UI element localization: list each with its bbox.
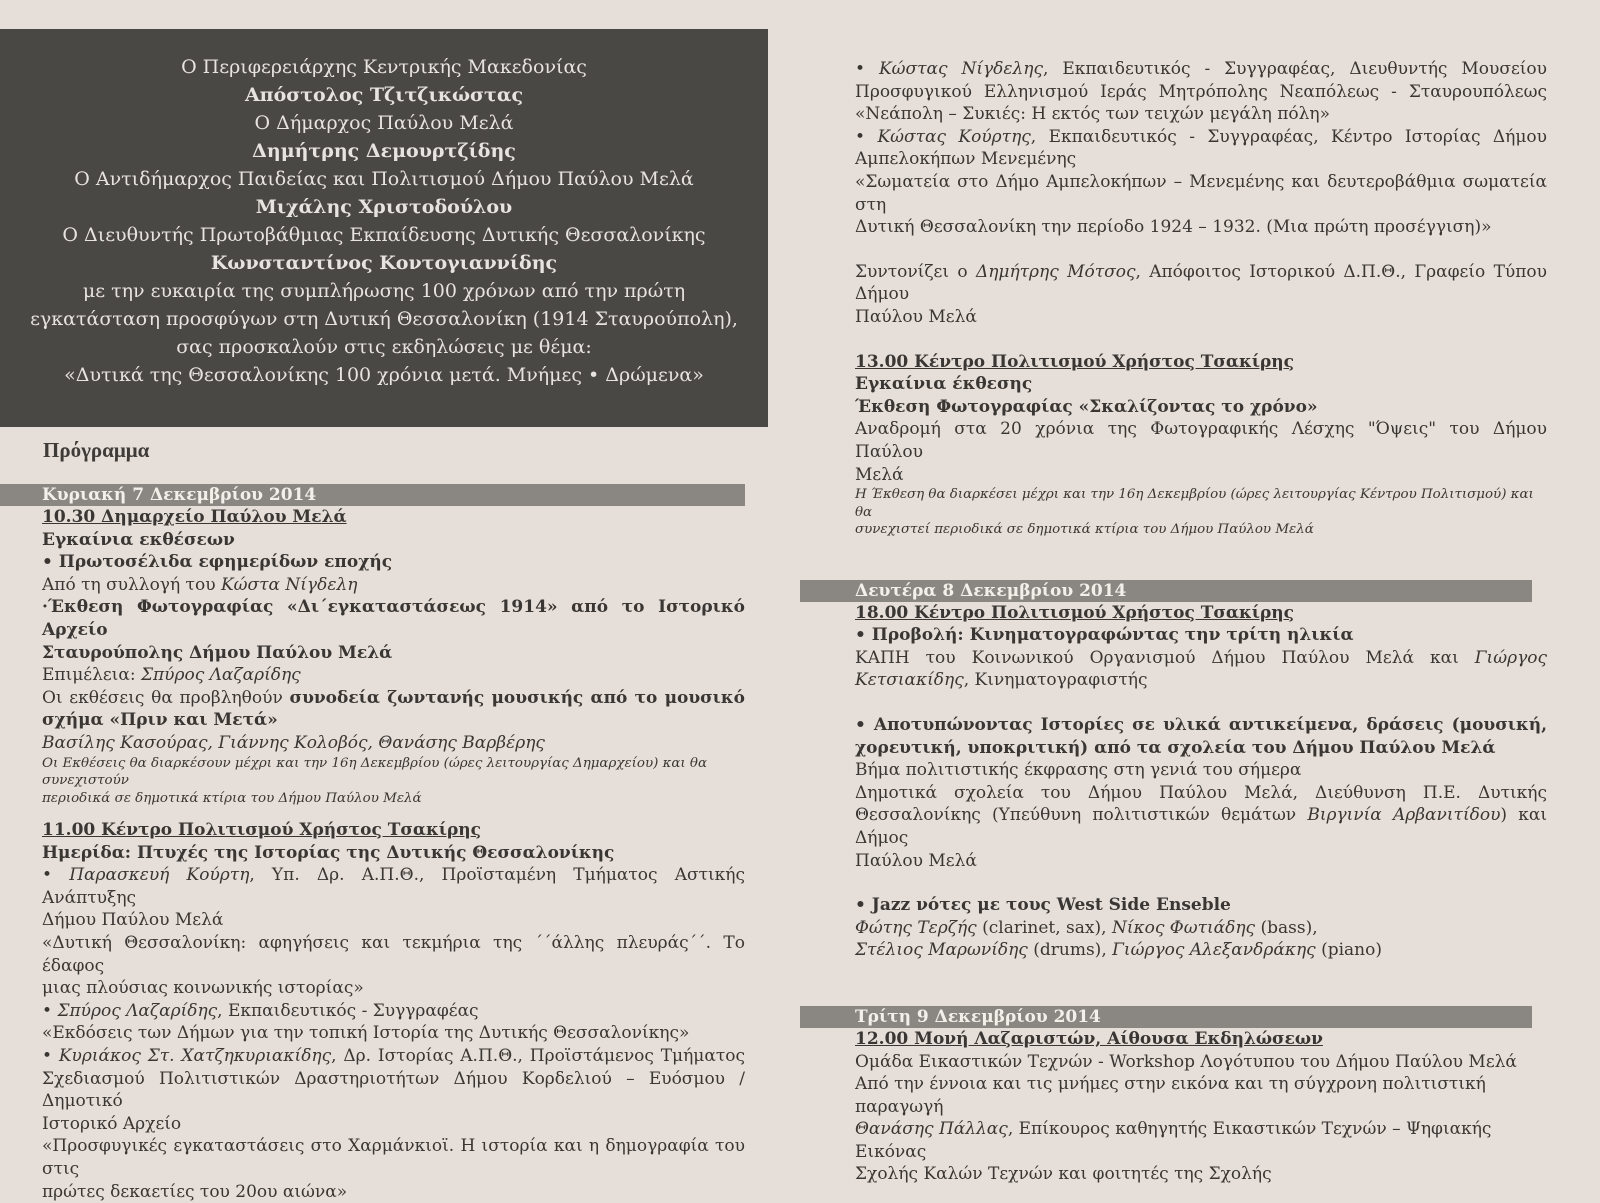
exhibit-desc-cont: Μελά: [855, 464, 904, 485]
exhibit-item: • Πρωτοσέλιδα εφημερίδων εποχής: [42, 552, 393, 573]
day-band-tuesday: Τρίτη 9 Δεκεμβρίου 2014: [800, 1006, 1532, 1028]
event-desc: Θανάσης Πάλλας, Επίκουρος καθηγητής Εικαστικών Τεχνών – Ψηφιακής Εικόνας: [855, 1119, 1492, 1162]
talk-title: «Σωματεία στο Δήμο Αμπελοκήπων – Μενεμένης και δευτεροβάθμια σωματεία στη: [855, 171, 1547, 215]
speaker-cont: Δήμου Παύλου Μελά: [42, 910, 224, 931]
event-desc: Θεσσαλονίκης (Υπεύθυνη πολιτιστικών θεμάτων Βιργινία Αρβανιτίδου) και Δήμος: [855, 805, 1547, 848]
event-desc: Ομάδα Εικαστικών Τεχνών - Workshop Λογότυπου του Δήμου Παύλου Μελά: [855, 1051, 1517, 1072]
speaker: • Σπύρος Λαζαρίδης, Εκπαιδευτικός - Συγγραφέας: [42, 1000, 479, 1021]
duration-note-cont: συνεχιστεί περιοδικά σε δημοτικά κτίρια του Δήμου Παύλου Μελά: [855, 522, 1314, 538]
event-heading: 10.30 Δημαρχείο Παύλου Μελά: [42, 507, 347, 527]
speaker-cont: Σχεδιασμού Πολιτιστικών Δραστηριοτήτων Δήμου Κορδελιού – Ευόσμου /Δημοτικό: [42, 1068, 745, 1112]
exhibit-item: Έκθεση Φωτογραφίας «Σκαλίζοντας το χρόνο»: [855, 396, 1318, 417]
speaker: • Κώστας Νίγδελης, Εκπαιδευτικός - Συγγραφέας, Διευθυντής Μουσείου: [855, 59, 1547, 79]
hero-line: με την ευκαιρία της συμπλήρωσης 100 χρόνων από την πρώτη: [82, 280, 686, 302]
hero-line: Ο Περιφερειάρχης Κεντρικής Μακεδονίας: [181, 56, 587, 78]
talk-title: «Προσφυγικές εγκαταστάσεις στο Χαρμάνκιοϊ. Η ιστορία και η δημογραφία του στις: [42, 1136, 745, 1179]
speaker: • Κυριάκος Στ. Χατζηκυριακίδης, Δρ. Ιστορίας Α.Π.Θ., Προϊστάμενος Τμήματος: [42, 1045, 745, 1066]
hero-line: Ο Διευθυντής Πρωτοβάθμιας Εκπαίδευσης Δυτικής Θεσσαλονίκης: [62, 224, 706, 246]
musicians: Φώτης Τερζής (clarinet, sax), Νίκος Φωτιάδης (bass),: [855, 917, 1318, 938]
invitation-header: [0, 29, 768, 427]
event-item: • Jazz νότες με τους West Side Enseble: [855, 895, 1231, 916]
hero-line: Ο Αντιδήμαρχος Παιδείας και Πολιτισμού Δήμου Παύλου Μελά: [74, 168, 694, 190]
coordinator: Συντονίζει ο Δημήτρης Μότσος, Απόφοιτος Ιστορικού Δ.Π.Θ., Γραφείο Τύπου Δήμου: [855, 261, 1547, 305]
speaker-cont: Ιστορικό Αρχείο: [42, 1113, 182, 1134]
music-note: Οι εκθέσεις θα προβληθούν συνοδεία ζωντανής μουσικής από το μουσικό: [42, 687, 745, 708]
event-title: Εγκαίνια εκθέσεων: [42, 529, 235, 550]
collection-credit: Από τη συλλογή του Κώστα Νίγδελη: [42, 574, 358, 595]
talk-title: «Εκδόσεις των Δήμων για την τοπική Ιστορία της Δυτικής Θεσσαλονίκης»: [42, 1023, 690, 1044]
event-title: Ημερίδα: Πτυχές της Ιστορίας της Δυτικής Θεσσαλονίκης: [42, 842, 615, 863]
curator-credit: Επιμέλεια: Σπύρος Λαζαρίδης: [42, 665, 301, 686]
musicians: Βασίλης Κασούρας, Γιάννης Κολοβός, Θανάσης Βαρβέρης: [42, 732, 545, 753]
speaker-cont: Προσφυγικού Ελληνισμού Ιεράς Μητρόπολης Νεαπόλεως - Σταυρουπόλεως: [855, 81, 1547, 102]
talk-title-cont: Δυτική Θεσσαλονίκη την περίοδο 1924 – 1932. (Μια πρώτη προσέγγιση)»: [855, 217, 1492, 238]
duration-note-cont: περιοδικά σε δημοτικά κτίρια του Δήμου Παύλου Μελά: [42, 790, 422, 806]
day-band-monday: Δευτέρα 8 Δεκεμβρίου 2014: [800, 580, 1532, 602]
event-desc-cont: Σχολής Καλών Τεχνών και φοιτητές της Σχολής: [855, 1164, 1272, 1185]
event-desc-cont: Παύλου Μελά: [855, 850, 977, 871]
right-column: [855, 58, 1547, 1186]
musicians-cont: Στέλιος Μαρωνίδης (drums), Γιώργος Αλεξανδράκης (piano): [855, 940, 1382, 961]
exhibit-desc: Αναδρομή στα 20 χρόνια της Φωτογραφικής Λέσχης "Όψεις" του Δήμου Παύλου: [855, 419, 1547, 462]
official-name: Μιχάλης Χριστοδούλου: [255, 196, 513, 218]
hero-line: «Δυτικά της Θεσσαλονίκης 100 χρόνια μετά. Μνήμες • Δρώμενα»: [64, 364, 704, 386]
event-item: • Αποτυπώνοντας Ιστορίες σε υλικά αντικείμενα, δράσεις (μουσική,: [855, 714, 1547, 735]
event-desc-cont: Κετσιακίδης, Κινηματογραφιστής: [855, 670, 1148, 691]
event-heading: 12.00 Μονή Λαζαριστών, Αίθουσα Εκδηλώσεων: [855, 1028, 1323, 1049]
speaker: • Κώστας Κούρτης, Εκπαιδευτικός - Συγγραφέας, Κέντρο Ιστορίας Δήμου: [855, 126, 1547, 147]
official-name: Δημήτρης Δεμουρτζίδης: [252, 140, 516, 162]
hero-line: σας προσκαλούν στις εκδηλώσεις με θέμα:: [176, 336, 592, 358]
talk-title: «Νεάπολη – Συκιές: Η εκτός των τειχών μεγάλη πόλη»: [855, 104, 1330, 125]
duration-note: Η Έκθεση θα διαρκέσει μέχρι και την 16η Δεκεμβρίου (ώρες λειτουργίας Κέντρου Πολιτισμού) και θα: [855, 487, 1534, 520]
talk-title-cont: πρώτες δεκαετίες του 20ου αιώνα»: [42, 1181, 348, 1202]
event-title: Εγκαίνια έκθεσης: [855, 374, 1033, 395]
event-item-cont: χορευτική, υποκριτική) από τα σχολεία του Δήμου Παύλου Μελά: [855, 737, 1496, 758]
coordinator-cont: Παύλου Μελά: [855, 306, 977, 327]
day-band-sunday: Κυριακή 7 Δεκεμβρίου 2014: [0, 484, 745, 506]
talk-title: «Δυτική Θεσσαλονίκη: αφηγήσεις και τεκμήρια της ΄΄άλλης πλευράς΄΄. Το έδαφος: [42, 933, 745, 976]
hero-line: εγκατάσταση προσφύγων στη Δυτική Θεσσαλονίκη (1914 Σταυρούπολη),: [30, 308, 738, 330]
music-note-cont: σχήμα «Πριν και Μετά»: [42, 710, 278, 731]
talk-title-cont: μιας πλούσιας κοινωνικής ιστορίας»: [42, 978, 364, 999]
event-heading: 13.00 Κέντρο Πολιτισμού Χρήστος Τσακίρης: [855, 351, 1294, 372]
exhibit-item-cont: Σταυρούπολης Δήμου Παύλου Μελά: [42, 642, 393, 663]
duration-note: Οι Εκθέσεις θα διαρκέσουν μέχρι και την 16η Δεκεμβρίου (ώρες λειτουργίας Δημαρχείου) και θα συνεχιστούν: [42, 755, 708, 789]
exhibit-item: ·Έκθεση Φωτογραφίας «Δι΄εγκαταστάσεως 1914» από το Ιστορικό Αρχείο: [42, 597, 745, 640]
official-name: Κωνσταντίνος Κοντογιαννίδης: [210, 252, 558, 274]
speaker-cont: Αμπελοκήπων Μενεμένης: [855, 149, 1077, 170]
event-desc: Από την έννοια και τις μνήμες στην εικόνα και τη σύγχρονη πολιτιστική παραγωγή: [855, 1074, 1486, 1117]
left-column: [42, 484, 745, 1203]
speaker: • Παρασκευή Κούρτη, Υπ. Δρ. Α.Π.Θ., Προϊσταμένη Τμήματος Αστικής Ανάπτυξης: [42, 865, 745, 908]
event-desc: Δημοτικά σχολεία του Δήμου Παύλου Μελά, Διεύθυνση Π.Ε. Δυτικής: [855, 782, 1547, 803]
program-title: Πρόγραμμα: [43, 438, 150, 462]
event-desc: Βήμα πολιτιστικής έκφρασης στη γενιά του σήμερα: [855, 760, 1302, 781]
event-heading: 11.00 Κέντρο Πολιτισμού Χρήστος Τσακίρης: [42, 820, 481, 841]
hero-line: Ο Δήμαρχος Παύλου Μελά: [254, 112, 514, 134]
official-name: Απόστολος Τζιτζικώστας: [244, 84, 524, 106]
event-item: • Προβολή: Κινηματογραφώντας την τρίτη ηλικία: [855, 625, 1354, 646]
event-heading: 18.00 Κέντρο Πολιτισμού Χρήστος Τσακίρης: [855, 602, 1294, 623]
event-desc: ΚΑΠΗ του Κοινωνικού Οργανισμού Δήμου Παύλου Μελά και Γιώργος: [855, 647, 1547, 668]
